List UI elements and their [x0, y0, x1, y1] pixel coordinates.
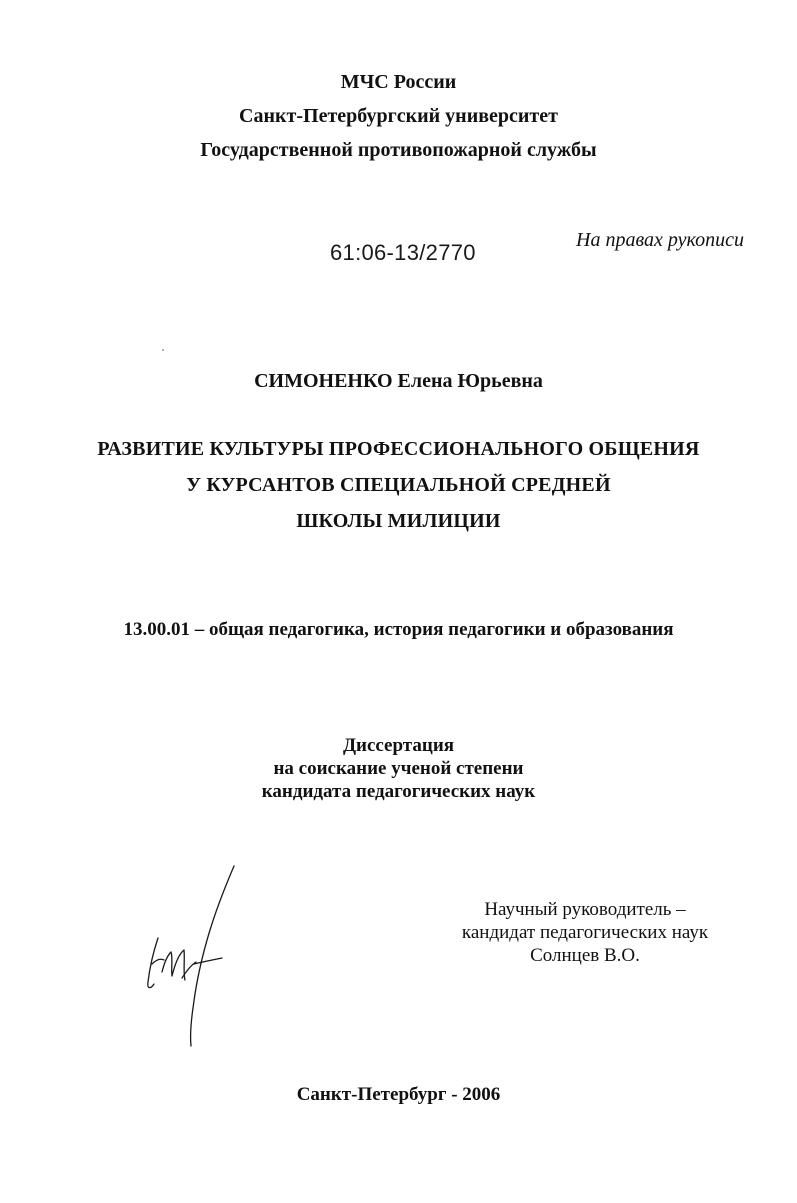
title-line-2: У КУРСАНТОВ СПЕЦИАЛЬНОЙ СРЕДНЕЙ — [186, 474, 611, 496]
dissertation-line-1: Диссертация — [342, 735, 455, 756]
supervisor-degree: кандидат педагогических наук — [461, 922, 709, 943]
dissertation-line-2: на соискание ученой степени — [273, 758, 524, 779]
rights-note: На правах рукописи — [576, 229, 744, 251]
catalog-number: 61:06-13/2770 — [330, 240, 476, 265]
author-name: СИМОНЕНКО Елена Юрьевна — [254, 370, 543, 392]
header-ministry: МЧС России — [340, 71, 457, 93]
dissertation-line-3: кандидата педагогических наук — [261, 781, 536, 802]
specialty-code: 13.00.01 – общая педагогика, история педагогики и образования — [123, 619, 674, 640]
title-line-1: РАЗВИТИЕ КУЛЬТУРЫ ПРОФЕССИОНАЛЬНОГО ОБЩЕНИЯ — [97, 438, 700, 460]
header-university: Санкт-Петербургский университет — [239, 105, 558, 127]
handwritten-signature — [138, 860, 238, 1050]
header-service: Государственной противопожарной службы — [200, 139, 597, 161]
city-year: Санкт-Петербург - 2006 — [296, 1084, 501, 1105]
scan-speck — [162, 349, 164, 351]
supervisor-name: Солнцев В.О. — [530, 945, 640, 966]
supervisor-role: Научный руководитель – — [484, 899, 686, 920]
title-line-3: ШКОЛЫ МИЛИЦИИ — [296, 510, 501, 532]
